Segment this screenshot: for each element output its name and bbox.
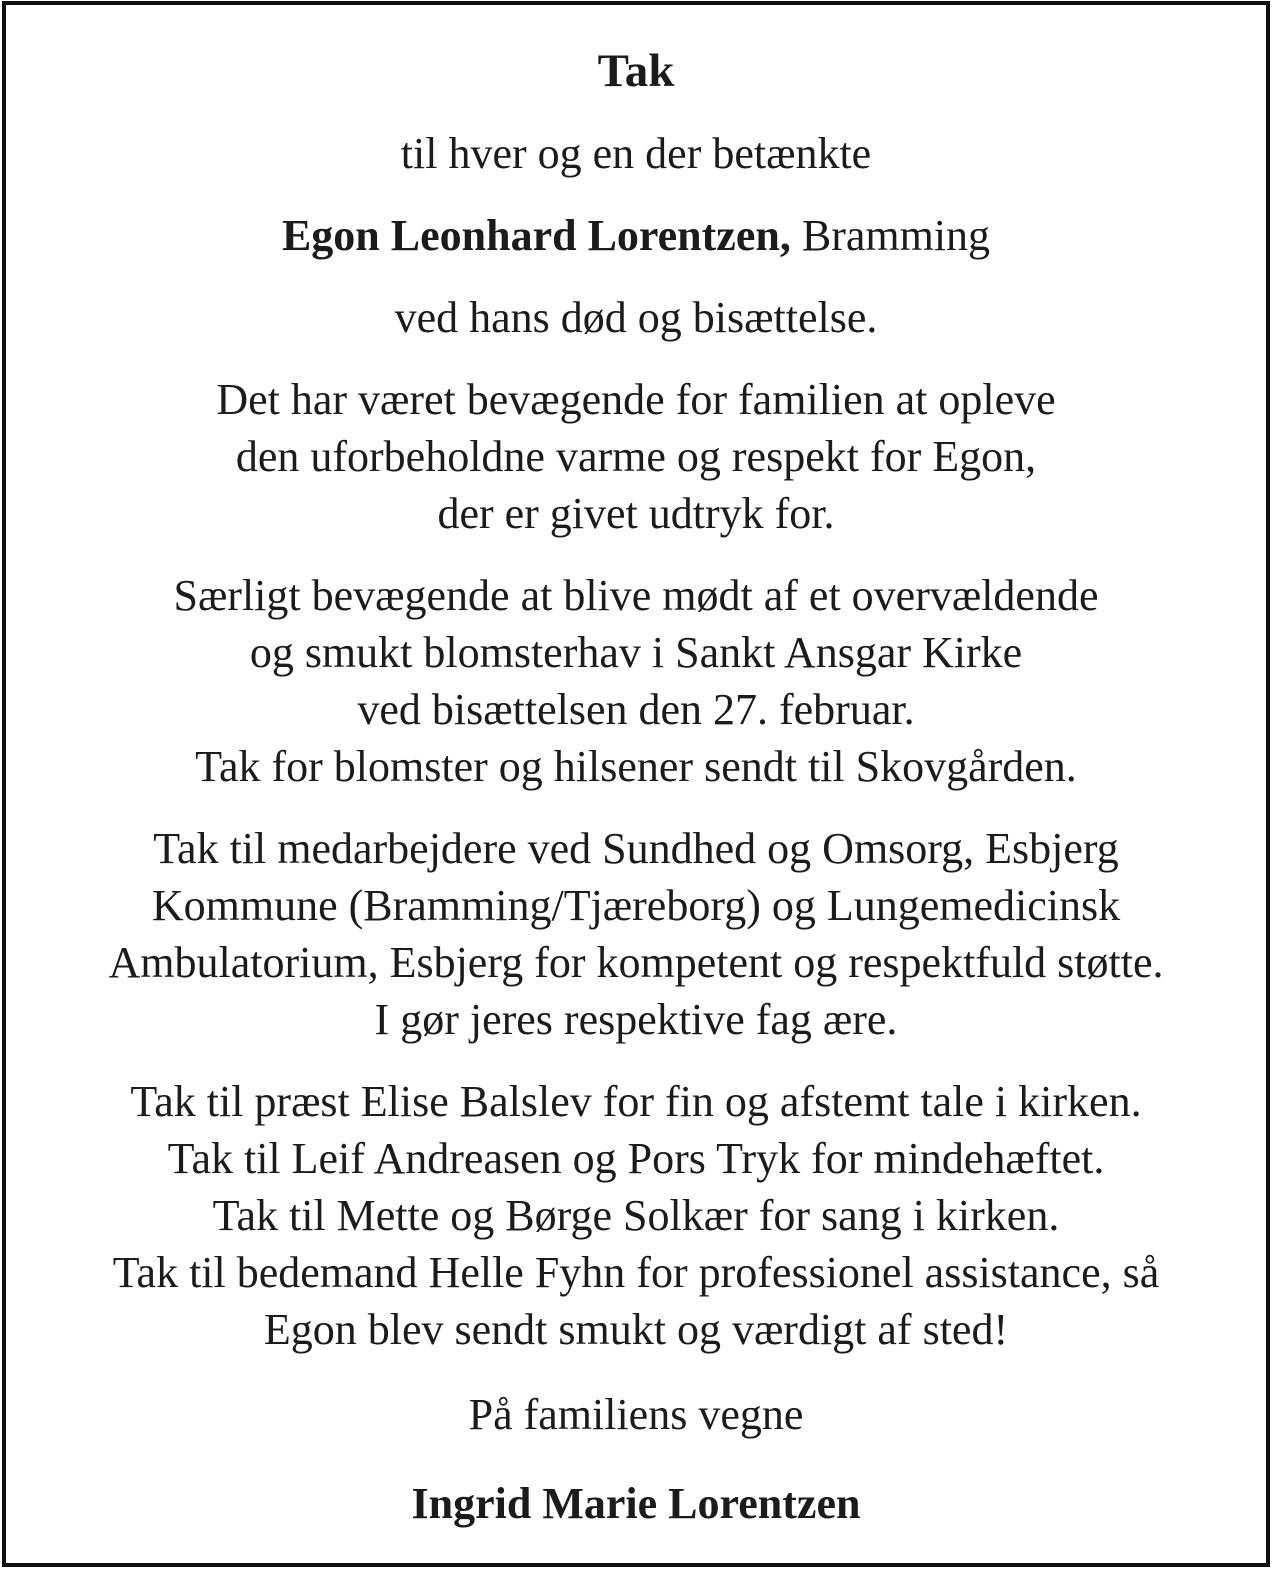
paragraph-line: Kommune (Bramming/Tjæreborg) og Lungemedicinsk <box>151 881 1121 930</box>
paragraph-gratitude-family <box>30 371 1242 542</box>
deceased-city: Bramming <box>790 211 991 260</box>
paragraph-line: I gør jeres respektive fag ære. <box>374 995 898 1044</box>
paragraph-line: Tak til præst Elise Balslev for fin og afstemt tale i kirken. <box>130 1077 1142 1126</box>
deceased-name: Egon Leonhard Lorentzen, <box>281 211 791 260</box>
occasion-line: ved hans død og bisættelse. <box>394 293 878 342</box>
closing-line: På familiens vegne <box>468 1390 804 1439</box>
deceased-line <box>30 207 1242 264</box>
paragraph-line: Ambulatorium, Esbjerg for kompetent og respektfuld støtte. <box>108 938 1164 987</box>
intro-line: til hver og en der betænkte <box>400 129 872 178</box>
paragraph-line: Tak for blomster og hilsener sendt til Skovgården. <box>195 742 1077 791</box>
signature-name: Ingrid Marie Lorentzen <box>411 1479 861 1528</box>
paragraph-healthcare-staff <box>30 820 1242 1048</box>
paragraph-line: Egon blev sendt smukt og værdigt af sted! <box>263 1305 1009 1354</box>
paragraph-flowers-church <box>30 567 1242 795</box>
notice-title: Tak <box>597 45 675 97</box>
paragraph-line: Særligt bevægende at blive mødt af et overvældende <box>173 571 1099 620</box>
paragraph-line: Tak til Leif Andreasen og Pors Tryk for mindehæftet. <box>167 1134 1105 1183</box>
notice-frame <box>2 1 1270 1567</box>
paragraph-line: der er givet udtryk for. <box>437 489 835 538</box>
memorial-notice <box>6 5 1266 1563</box>
paragraph-individual-thanks <box>30 1073 1242 1358</box>
paragraph-line: Tak til bedemand Helle Fyhn for professionel assistance, så <box>112 1248 1160 1297</box>
paragraph-line: den uforbeholdne varme og respekt for Egon, <box>235 432 1037 481</box>
paragraph-line: Det har været bevægende for familien at opleve <box>216 375 1056 424</box>
paragraph-line: ved bisættelsen den 27. februar. <box>357 685 915 734</box>
paragraph-line: og smukt blomsterhav i Sankt Ansgar Kirke <box>249 628 1023 677</box>
paragraph-line: Tak til medarbejdere ved Sundhed og Omsorg, Esbjerg <box>153 824 1119 873</box>
paragraph-line: Tak til Mette og Børge Solkær for sang i kirken. <box>212 1191 1060 1240</box>
